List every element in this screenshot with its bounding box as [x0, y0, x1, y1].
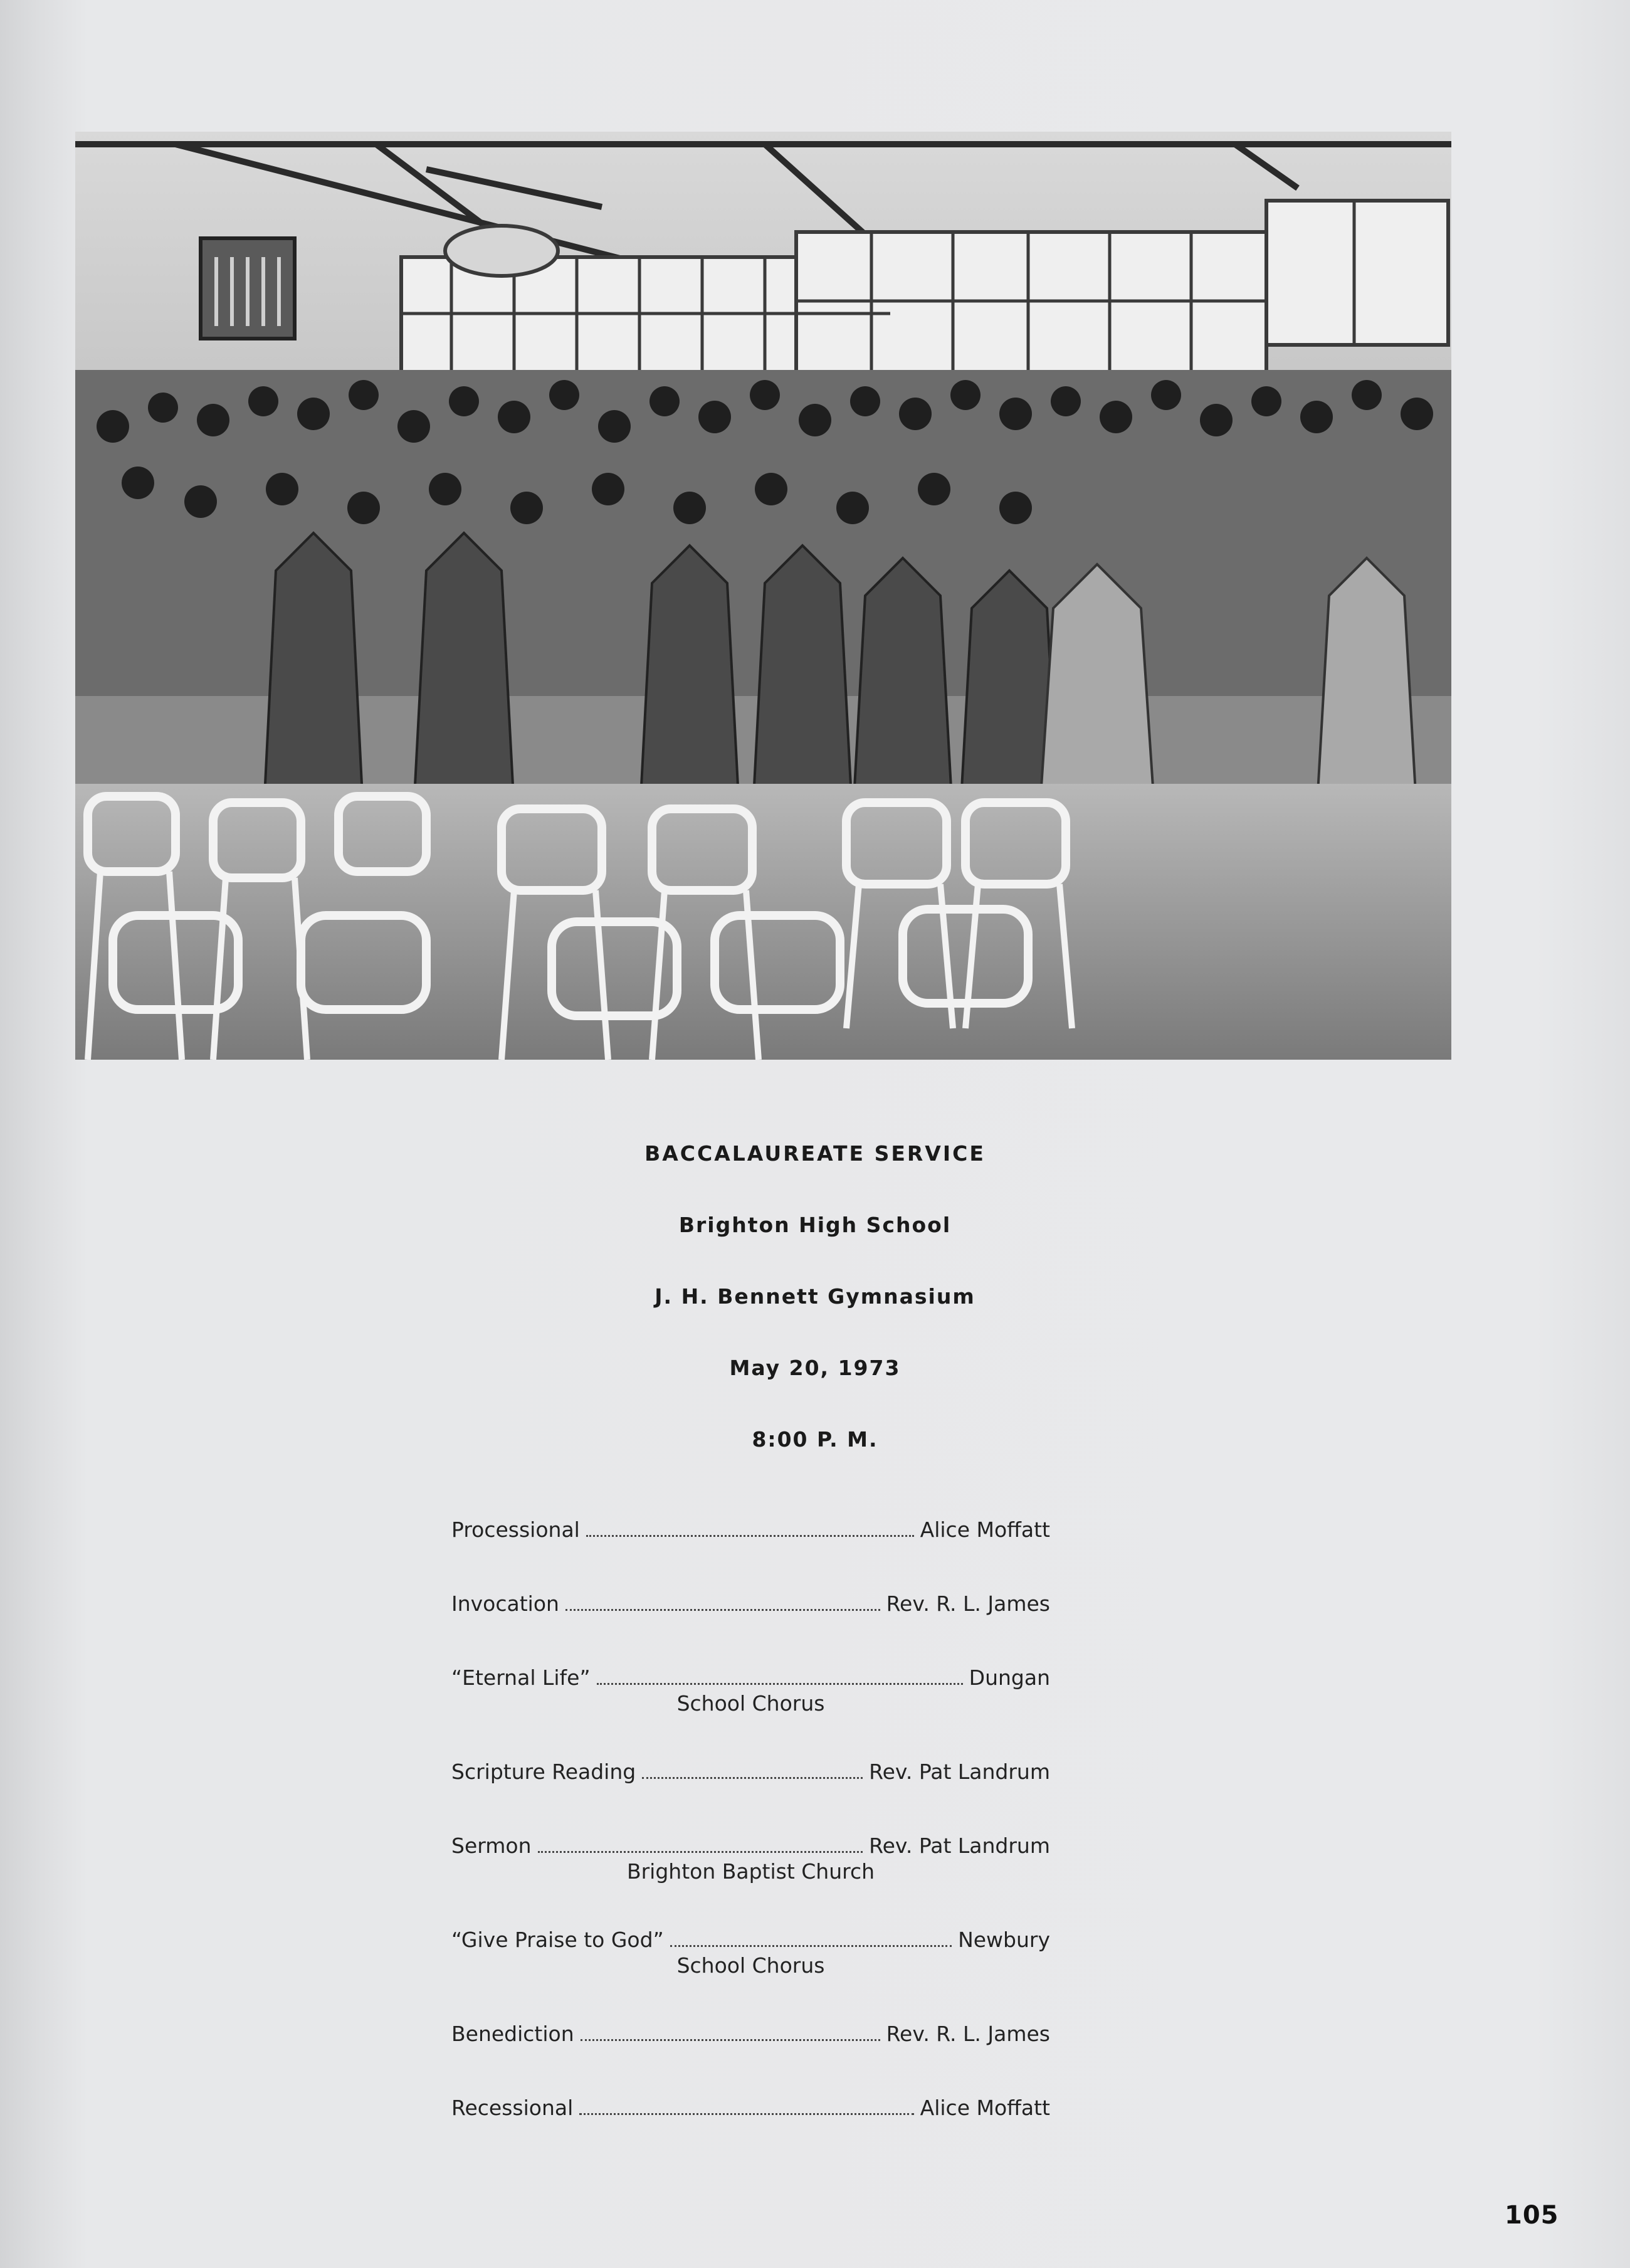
service-title: BACCALAUREATE SERVICE	[644, 1141, 986, 1166]
program-item-label: “Give Praise to God”	[451, 1928, 664, 1952]
program-item-label: Sermon	[451, 1833, 532, 1858]
program-item-processional	[451, 1517, 1050, 1591]
program-item-performer: Rev. R. L. James	[886, 2022, 1050, 2046]
page-number: 105	[1505, 2201, 1559, 2230]
venue-name: J. H. Bennett Gymnasium	[655, 1284, 975, 1309]
program-item-label: Invocation	[451, 1591, 559, 1616]
program-item-sermon	[451, 1833, 1050, 1928]
dot-leader	[642, 1777, 863, 1779]
dot-leader	[579, 2113, 913, 2115]
program-item-label: Benediction	[451, 2022, 574, 2046]
program-item-label: Recessional	[451, 2096, 574, 2120]
program-item-give-praise	[451, 1928, 1050, 2022]
dot-leader	[670, 1945, 952, 1947]
program-item-eternal-life	[451, 1665, 1050, 1759]
program-item-performer: Alice Moffatt	[920, 1517, 1050, 1542]
dot-leader	[586, 1535, 914, 1537]
program-item-performer: Rev. R. L. James	[886, 1591, 1050, 1616]
program-item-performer: Dungan	[969, 1665, 1050, 1690]
service-time: 8:00 P. M.	[752, 1427, 878, 1452]
program-item-scripture-reading	[451, 1759, 1050, 1833]
dot-leader	[565, 1609, 880, 1611]
service-date: May 20, 1973	[729, 1356, 901, 1380]
program-item-label: “Eternal Life”	[451, 1665, 591, 1690]
dot-leader	[538, 1851, 863, 1853]
photo-illustration	[75, 132, 1451, 1060]
program-item-performer: Rev. Pat Landrum	[869, 1833, 1050, 1858]
program-item-subtitle: School Chorus	[676, 1691, 825, 1716]
gymnasium-photo	[75, 132, 1451, 1060]
program-item-performer: Rev. Pat Landrum	[869, 1759, 1050, 1784]
program-item-performer: Newbury	[958, 1928, 1050, 1952]
dot-leader	[597, 1683, 963, 1685]
program-item-subtitle: School Chorus	[676, 1953, 825, 1978]
program-list	[451, 1517, 1050, 2170]
program-item-subtitle: Brighton Baptist Church	[626, 1859, 875, 1884]
school-name: Brighton High School	[678, 1213, 952, 1237]
dot-leader	[581, 2039, 880, 2041]
program-item-benediction	[451, 2022, 1050, 2096]
program-item-label: Processional	[451, 1517, 580, 1542]
program-item-label: Scripture Reading	[451, 1759, 636, 1784]
program-item-recessional	[451, 2096, 1050, 2170]
program-item-performer: Alice Moffatt	[920, 2096, 1050, 2120]
program-item-invocation	[451, 1591, 1050, 1665]
